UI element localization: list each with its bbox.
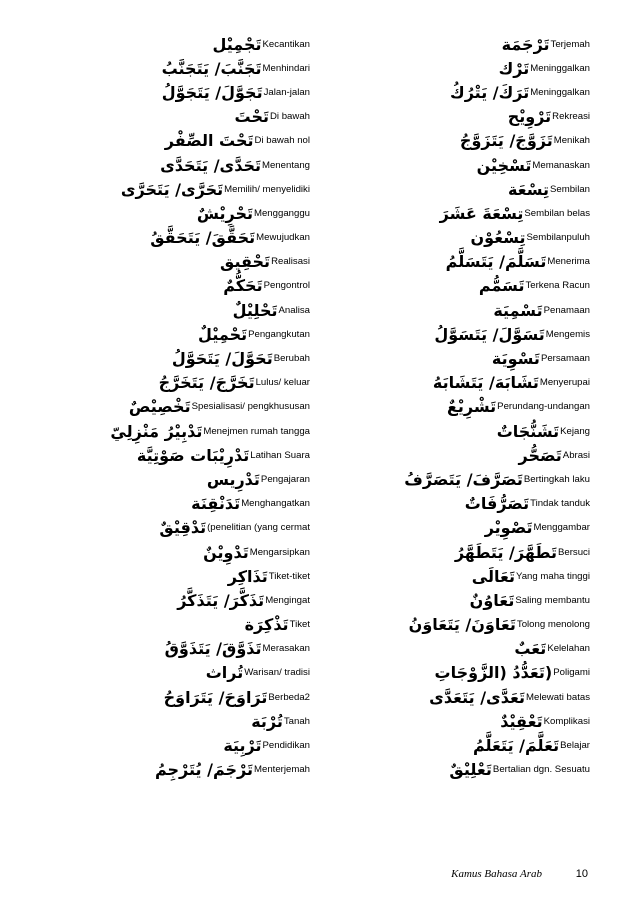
- indonesian-meaning: Warisan/ tradisi: [244, 667, 310, 679]
- footer-title: Kamus Bahasa Arab: [451, 868, 542, 880]
- arabic-word: تِسْعَةَ عَشَرَ: [439, 203, 524, 223]
- arabic-word: تَحْرِيْشٌ: [196, 203, 253, 223]
- indonesian-meaning: Sembilanpuluh: [526, 232, 590, 244]
- indonesian-meaning: Menhindari: [262, 62, 310, 74]
- indonesian-meaning: Analisa: [278, 304, 310, 316]
- arabic-word: تَعَاوَنَ/ يَتَعَاوَنُ: [408, 615, 516, 635]
- indonesian-meaning: Latihan Suara: [250, 449, 310, 461]
- dictionary-entry: [320, 467, 638, 491]
- indonesian-meaning: Mengemis: [545, 328, 590, 340]
- dictionary-entry: [320, 637, 638, 661]
- dictionary-entry: [0, 177, 318, 201]
- indonesian-meaning: Terkena Racun: [525, 280, 590, 292]
- arabic-word: تَصَحُّر: [518, 445, 562, 465]
- dictionary-entry: [320, 105, 638, 129]
- arabic-word: تَرْك: [498, 58, 530, 78]
- arabic-word: تَرَاوَحَ/ يَتَرَاوَحُ: [163, 687, 268, 707]
- arabic-word: تَحْمِيْلٌ: [198, 324, 248, 344]
- indonesian-meaning: Jalan-jalan: [263, 86, 310, 98]
- arabic-word: (تَعَدُّدُ (الزَّوْجَاتِ: [434, 663, 553, 683]
- arabic-word: تَعَلَّمَ/ يَتَعَلَّمُ: [472, 736, 560, 756]
- dictionary-entry: [0, 613, 318, 637]
- indonesian-meaning: Memilih/ menyelidiki: [224, 183, 310, 195]
- indonesian-meaning: Pengontrol: [263, 280, 310, 292]
- dictionary-entry: [0, 153, 318, 177]
- indonesian-meaning: Tanah: [283, 715, 310, 727]
- arabic-word: تَحْتَ الصِّفْر: [164, 131, 254, 151]
- dictionary-entry: [320, 395, 638, 419]
- dictionary-entry: [0, 516, 318, 540]
- arabic-word: تِسْعُوْن: [470, 228, 526, 248]
- dictionary-entry: [320, 56, 638, 80]
- dictionary-entry: [320, 129, 638, 153]
- arabic-word: تَسَلَّمَ/ يَتَسَلَّمُ: [445, 252, 547, 272]
- dictionary-entry: [320, 226, 638, 250]
- indonesian-meaning: Memanaskan: [532, 159, 590, 171]
- arabic-word: تَصْوِيْر: [484, 518, 533, 538]
- indonesian-meaning: Belajar: [560, 740, 590, 752]
- indonesian-meaning: Penamaan: [543, 304, 590, 316]
- arabic-word: تَدْقِيْقٌ: [159, 518, 207, 538]
- dictionary-entry: [0, 395, 318, 419]
- dictionary-entry: [320, 346, 638, 370]
- dictionary-entry: [320, 419, 638, 443]
- dictionary-entry: [0, 419, 318, 443]
- dictionary-entry: [0, 201, 318, 225]
- dictionary-entry: [320, 201, 638, 225]
- dictionary-entry: [0, 322, 318, 346]
- dictionary-entry: [320, 274, 638, 298]
- dictionary-entry: [320, 32, 638, 56]
- dictionary-entry: [320, 540, 638, 564]
- arabic-word: تَرْجَمَ/ يُتَرْجِمُ: [154, 760, 253, 780]
- indonesian-meaning: Mengarsipkan: [249, 546, 310, 558]
- indonesian-meaning: Lulus/ keluar: [255, 377, 310, 389]
- dictionary-entry: [320, 758, 638, 782]
- dictionary-entry: [0, 226, 318, 250]
- arabic-word: تُراث: [205, 663, 244, 683]
- dictionary-entry: [320, 250, 638, 274]
- arabic-word: تَذَوَّقَ/ يَتَذَوَّقُ: [164, 639, 262, 659]
- arabic-word: تَرَكَ/ يَتْرُكُ: [450, 82, 530, 102]
- dictionary-entry: [0, 56, 318, 80]
- indonesian-meaning: Tindak tanduk: [530, 498, 590, 510]
- arabic-word: تَخْصِيْصٌ: [128, 397, 191, 417]
- indonesian-meaning: Mengganggu: [253, 207, 310, 219]
- indonesian-meaning: Poligami: [553, 667, 590, 679]
- arabic-word: تَشَنُّجَاتٌ: [496, 421, 560, 441]
- arabic-word: تَعْلِيْقٌ: [449, 760, 492, 780]
- arabic-word: تَزَوَّجَ/ يَتَزَوَّجُ: [459, 131, 553, 151]
- dictionary-entry: [320, 709, 638, 733]
- arabic-word: تَعَدَّى/ يَتَعَدَّى: [429, 687, 525, 707]
- left-column: [0, 32, 318, 782]
- dictionary-entry: [0, 443, 318, 467]
- indonesian-meaning: Menentang: [261, 159, 310, 171]
- indonesian-meaning: Abrasi: [562, 449, 590, 461]
- dictionary-entry: [0, 492, 318, 516]
- indonesian-meaning: Realisasi: [271, 256, 310, 268]
- indonesian-meaning: Berbeda2: [268, 691, 310, 703]
- indonesian-meaning: Pengajaran: [260, 473, 310, 485]
- indonesian-meaning: Mengingat: [265, 594, 310, 606]
- arabic-word: تَحْلِيْلٌ: [232, 300, 278, 320]
- arabic-word: تَحْتَ: [234, 107, 269, 127]
- arabic-word: تَصَرُّفَاتٌ: [464, 494, 530, 514]
- arabic-word: تَسَوَّلَ/ يَتَسَوَّلُ: [434, 324, 545, 344]
- arabic-word: تُرْبَة: [251, 711, 283, 731]
- indonesian-meaning: Kelelahan: [547, 643, 590, 655]
- indonesian-meaning: Menghangatkan: [241, 498, 310, 510]
- page-number: 10: [575, 868, 588, 880]
- arabic-word: تَعَالَى: [471, 566, 516, 586]
- dictionary-entry: [0, 661, 318, 685]
- indonesian-meaning: Berubah: [273, 353, 310, 365]
- dictionary-entry: [0, 685, 318, 709]
- indonesian-meaning: Kecantikan: [262, 38, 310, 50]
- dictionary-entry: [320, 492, 638, 516]
- dictionary-entry: [320, 588, 638, 612]
- arabic-word: تَسْخِيْن: [476, 155, 532, 175]
- arabic-word: تَشْرِيْعٌ: [446, 397, 497, 417]
- dictionary-entry: [0, 733, 318, 757]
- arabic-word: تَذْكِرَة: [244, 615, 289, 635]
- indonesian-meaning: Tiket: [289, 619, 310, 631]
- indonesian-meaning: Menikah: [553, 135, 590, 147]
- dictionary-entry: [0, 540, 318, 564]
- indonesian-meaning: Komplikasi: [543, 715, 590, 727]
- arabic-word: تَذَكَّرَ/ يَتَذَكَّرُ: [177, 590, 265, 610]
- indonesian-meaning: Saling membantu: [515, 594, 590, 606]
- dictionary-entry: [320, 733, 638, 757]
- dictionary-entry: [0, 709, 318, 733]
- arabic-word: تَدْرِيْبَات صَوْتِيَّة: [136, 445, 250, 465]
- arabic-word: تِسْعَة: [507, 179, 549, 199]
- indonesian-meaning: Pendidikan: [262, 740, 310, 752]
- dictionary-entry: [0, 371, 318, 395]
- indonesian-meaning: Bersuci: [558, 546, 590, 558]
- indonesian-meaning: Spesialisasi/ pengkhususan: [191, 401, 310, 413]
- arabic-word: تَدَنْقِنَة: [191, 494, 241, 514]
- dictionary-entry: [0, 274, 318, 298]
- indonesian-meaning: Terjemah: [550, 38, 590, 50]
- arabic-word: تَصَرَّفَ/ يَتَصَرَّفُ: [404, 469, 523, 489]
- indonesian-meaning: Meninggalkan: [530, 86, 590, 98]
- indonesian-meaning: Mewujudkan: [256, 232, 310, 244]
- indonesian-meaning: Tolong menolong: [516, 619, 590, 631]
- dictionary-entry: [0, 250, 318, 274]
- indonesian-meaning: Sembilan belas: [524, 207, 590, 219]
- dictionary-entry: [320, 661, 638, 685]
- indonesian-meaning: Di bawah: [270, 111, 310, 123]
- dictionary-entry: [0, 467, 318, 491]
- indonesian-meaning: Rekreasi: [552, 111, 590, 123]
- indonesian-meaning: Melewati batas: [526, 691, 590, 703]
- indonesian-meaning: Merasakan: [262, 643, 310, 655]
- dictionary-entry: [0, 298, 318, 322]
- dictionary-entry: [0, 129, 318, 153]
- dictionary-entry: [0, 758, 318, 782]
- arabic-word: تَرْبِيَة: [223, 736, 262, 756]
- indonesian-meaning: Bertalian dgn. Sesuatu: [492, 764, 590, 776]
- dictionary-entry: [0, 32, 318, 56]
- dictionary-entry: [0, 588, 318, 612]
- indonesian-meaning: Menyerupai: [539, 377, 590, 389]
- arabic-word: تَحَقَّقَ/ يَتَحَقَّقُ: [150, 228, 256, 248]
- arabic-word: تَعَبٌ: [514, 639, 547, 659]
- indonesian-meaning: Persamaan: [540, 353, 590, 365]
- arabic-word: تَشَابَهَ/ يَتَشَابَهُ: [432, 373, 539, 393]
- indonesian-meaning: (penelitian (yang cermat: [207, 522, 310, 534]
- indonesian-meaning: Menterjemah: [254, 764, 310, 776]
- indonesian-meaning: Kejang: [560, 425, 590, 437]
- dictionary-entry: [320, 564, 638, 588]
- indonesian-meaning: Meninggalkan: [530, 62, 590, 74]
- right-column: [320, 32, 638, 782]
- indonesian-meaning: Menggambar: [533, 522, 590, 534]
- arabic-word: تَحْقِيق: [220, 252, 271, 272]
- dictionary-entry: [320, 298, 638, 322]
- arabic-word: تَجَنَّبَ/ يَتَجَنَّبُ: [161, 58, 262, 78]
- arabic-word: تَخَرَّجَ/ يَتَخَرَّجُ: [158, 373, 255, 393]
- arabic-word: تَدْوِيْنٌ: [203, 542, 249, 562]
- dictionary-entry: [320, 177, 638, 201]
- arabic-word: تَعَاوُنٌ: [469, 590, 515, 610]
- arabic-word: تَحَوَّلَ/ يَتَحَوَّلُ: [171, 349, 273, 369]
- arabic-word: تَجْمِيْل: [212, 34, 262, 54]
- arabic-word: تَحَرَّى/ يَتَحَرَّى: [120, 179, 224, 199]
- page-footer: [0, 866, 638, 886]
- dictionary-entry: [0, 346, 318, 370]
- arabic-word: تَجَوَّلَ/ يَتَجَوَّلُ: [161, 82, 263, 102]
- indonesian-meaning: Di bawah nol: [254, 135, 310, 147]
- dictionary-entry: [0, 564, 318, 588]
- dictionary-entry: [320, 153, 638, 177]
- arabic-word: تَطَهَّرَ/ يَتَطَهَّرُ: [454, 542, 557, 562]
- arabic-word: تَسْوِيَة: [491, 349, 540, 369]
- indonesian-meaning: Menejmen rumah tangga: [203, 425, 310, 437]
- arabic-word: تَذَاكِر: [227, 566, 268, 586]
- arabic-word: تَحَدَّى/ يَتَحَدَّى: [160, 155, 261, 175]
- arabic-word: تَرْوِيْح: [507, 107, 552, 127]
- indonesian-meaning: Bertingkah laku: [523, 473, 590, 485]
- dictionary-entry: [0, 105, 318, 129]
- dictionary-entry: [320, 80, 638, 104]
- dictionary-entry: [320, 371, 638, 395]
- indonesian-meaning: Pengangkutan: [248, 328, 310, 340]
- indonesian-meaning: Yang maha tinggi: [516, 570, 590, 582]
- dictionary-entry: [320, 685, 638, 709]
- arabic-word: تَدْبِيْرُ مَنْزِلِيّ: [110, 421, 203, 441]
- indonesian-meaning: Sembilan: [550, 183, 590, 195]
- arabic-word: تَدْرِيس: [206, 469, 260, 489]
- indonesian-meaning: Menerima: [547, 256, 590, 268]
- dictionary-entry: [320, 516, 638, 540]
- dictionary-entry: [320, 443, 638, 467]
- arabic-word: تَحَكُّمٌ: [223, 276, 263, 296]
- arabic-word: تَسَمُّم: [478, 276, 525, 296]
- arabic-word: تَرْجَمَة: [501, 34, 550, 54]
- indonesian-meaning: Perundang-undangan: [497, 401, 590, 413]
- arabic-word: تَسْمِيَة: [493, 300, 543, 320]
- arabic-word: تَعْقِيْدٌ: [500, 711, 543, 731]
- dictionary-entry: [0, 80, 318, 104]
- indonesian-meaning: Tiket-tiket: [268, 570, 310, 582]
- dictionary-entry: [320, 322, 638, 346]
- dictionary-entry: [0, 637, 318, 661]
- dictionary-entry: [320, 613, 638, 637]
